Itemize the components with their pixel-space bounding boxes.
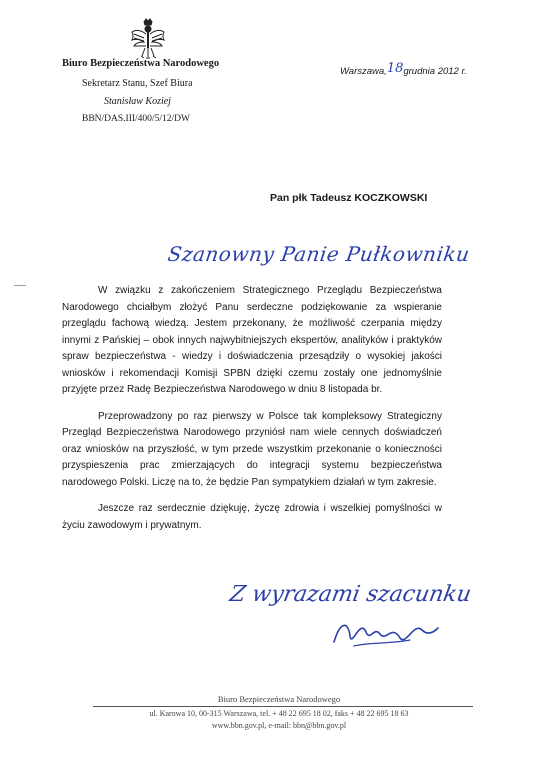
date-place: Warszawa, [340,66,387,77]
margin-mark [14,285,26,286]
body-paragraph-3: Jeszcze raz serdecznie dziękuję, życzę zdrowia i wszelkiej pomyślności w życiu zawodowym i prywatnym. [62,503,442,531]
signature-icon [330,612,440,652]
header-reference-number: BBN/DAS.III/400/5/12/DW [82,114,190,124]
header-organization: Biuro Bezpieczeństwa Narodowego [62,58,220,69]
date-rest: grudnia 2012 r. [403,66,467,77]
footer-divider [93,706,473,707]
body-paragraph-2: Przeprowadzony po raz pierwszy w Polsce tak kompleksowy Strategiczny Przegląd Bezpieczeństwa Narodowego przyniósł nam wiele cennych doświadczeń oraz wniosków na przyszłość, w tym przede wszystkim przekonanie o konieczności przyspieszenia prac zmierzających do integracji systemu bezpieczeństwa narodowego Polski. Liczę na to, że będzie Pan sympatykiem działań w tym zakresie. [62,410,442,488]
footer-organization: Biuro Bezpieczeństwa Narodowego [217,694,341,704]
polish-eagle-emblem-icon [130,18,166,60]
header-position: Sekretarz Stanu, Szef Biura [82,78,193,89]
handwritten-closing [227,572,500,647]
footer-address: ul. Karowa 10, 00-315 Warszawa, tel. + 48 22 695 18 02, faks + 48 22 695 18 63 [149,709,409,718]
header-signatory-name: Stanisław Koziej [104,96,171,107]
letter-body [62,283,442,544]
letter-date [340,63,467,78]
body-paragraph-1: W związku z zakończeniem Strategicznego Przeglądu Bezpieczeństwa Narodowego chciałbym złożyć Panu serdeczne podziękowanie za wspieranie przeglądu fachową wiedzą. Jestem przekonany, że możliwość czerpania między innymi z Pańskiej – obok innych najwybitniejszych ekspertów, analityków i praktyków spraw bezpieczeństwa - wiedzy i doświadczenia przesądziły o wysokiej jakości wniosków i rekomendacji Komisji SPBN dzięki czemu zostały one jednomyślnie przyjęte przez Radę Bezpieczeństwa Narodowego w dniu 8 listopada br. [62,285,442,395]
footer-web-email: www.bbn.gov.pl, e-mail: bbn@bbn.gov.pl [211,721,347,730]
date-day-handwritten: 18 [386,61,404,76]
handwritten-salutation [166,236,472,276]
recipient: Pan płk Tadeusz KOCZKOWSKI [270,192,428,204]
closing-text: Z wyrazami szacunku [227,582,474,607]
salutation-text: Szanowny Panie Pułkowniku [166,242,472,266]
